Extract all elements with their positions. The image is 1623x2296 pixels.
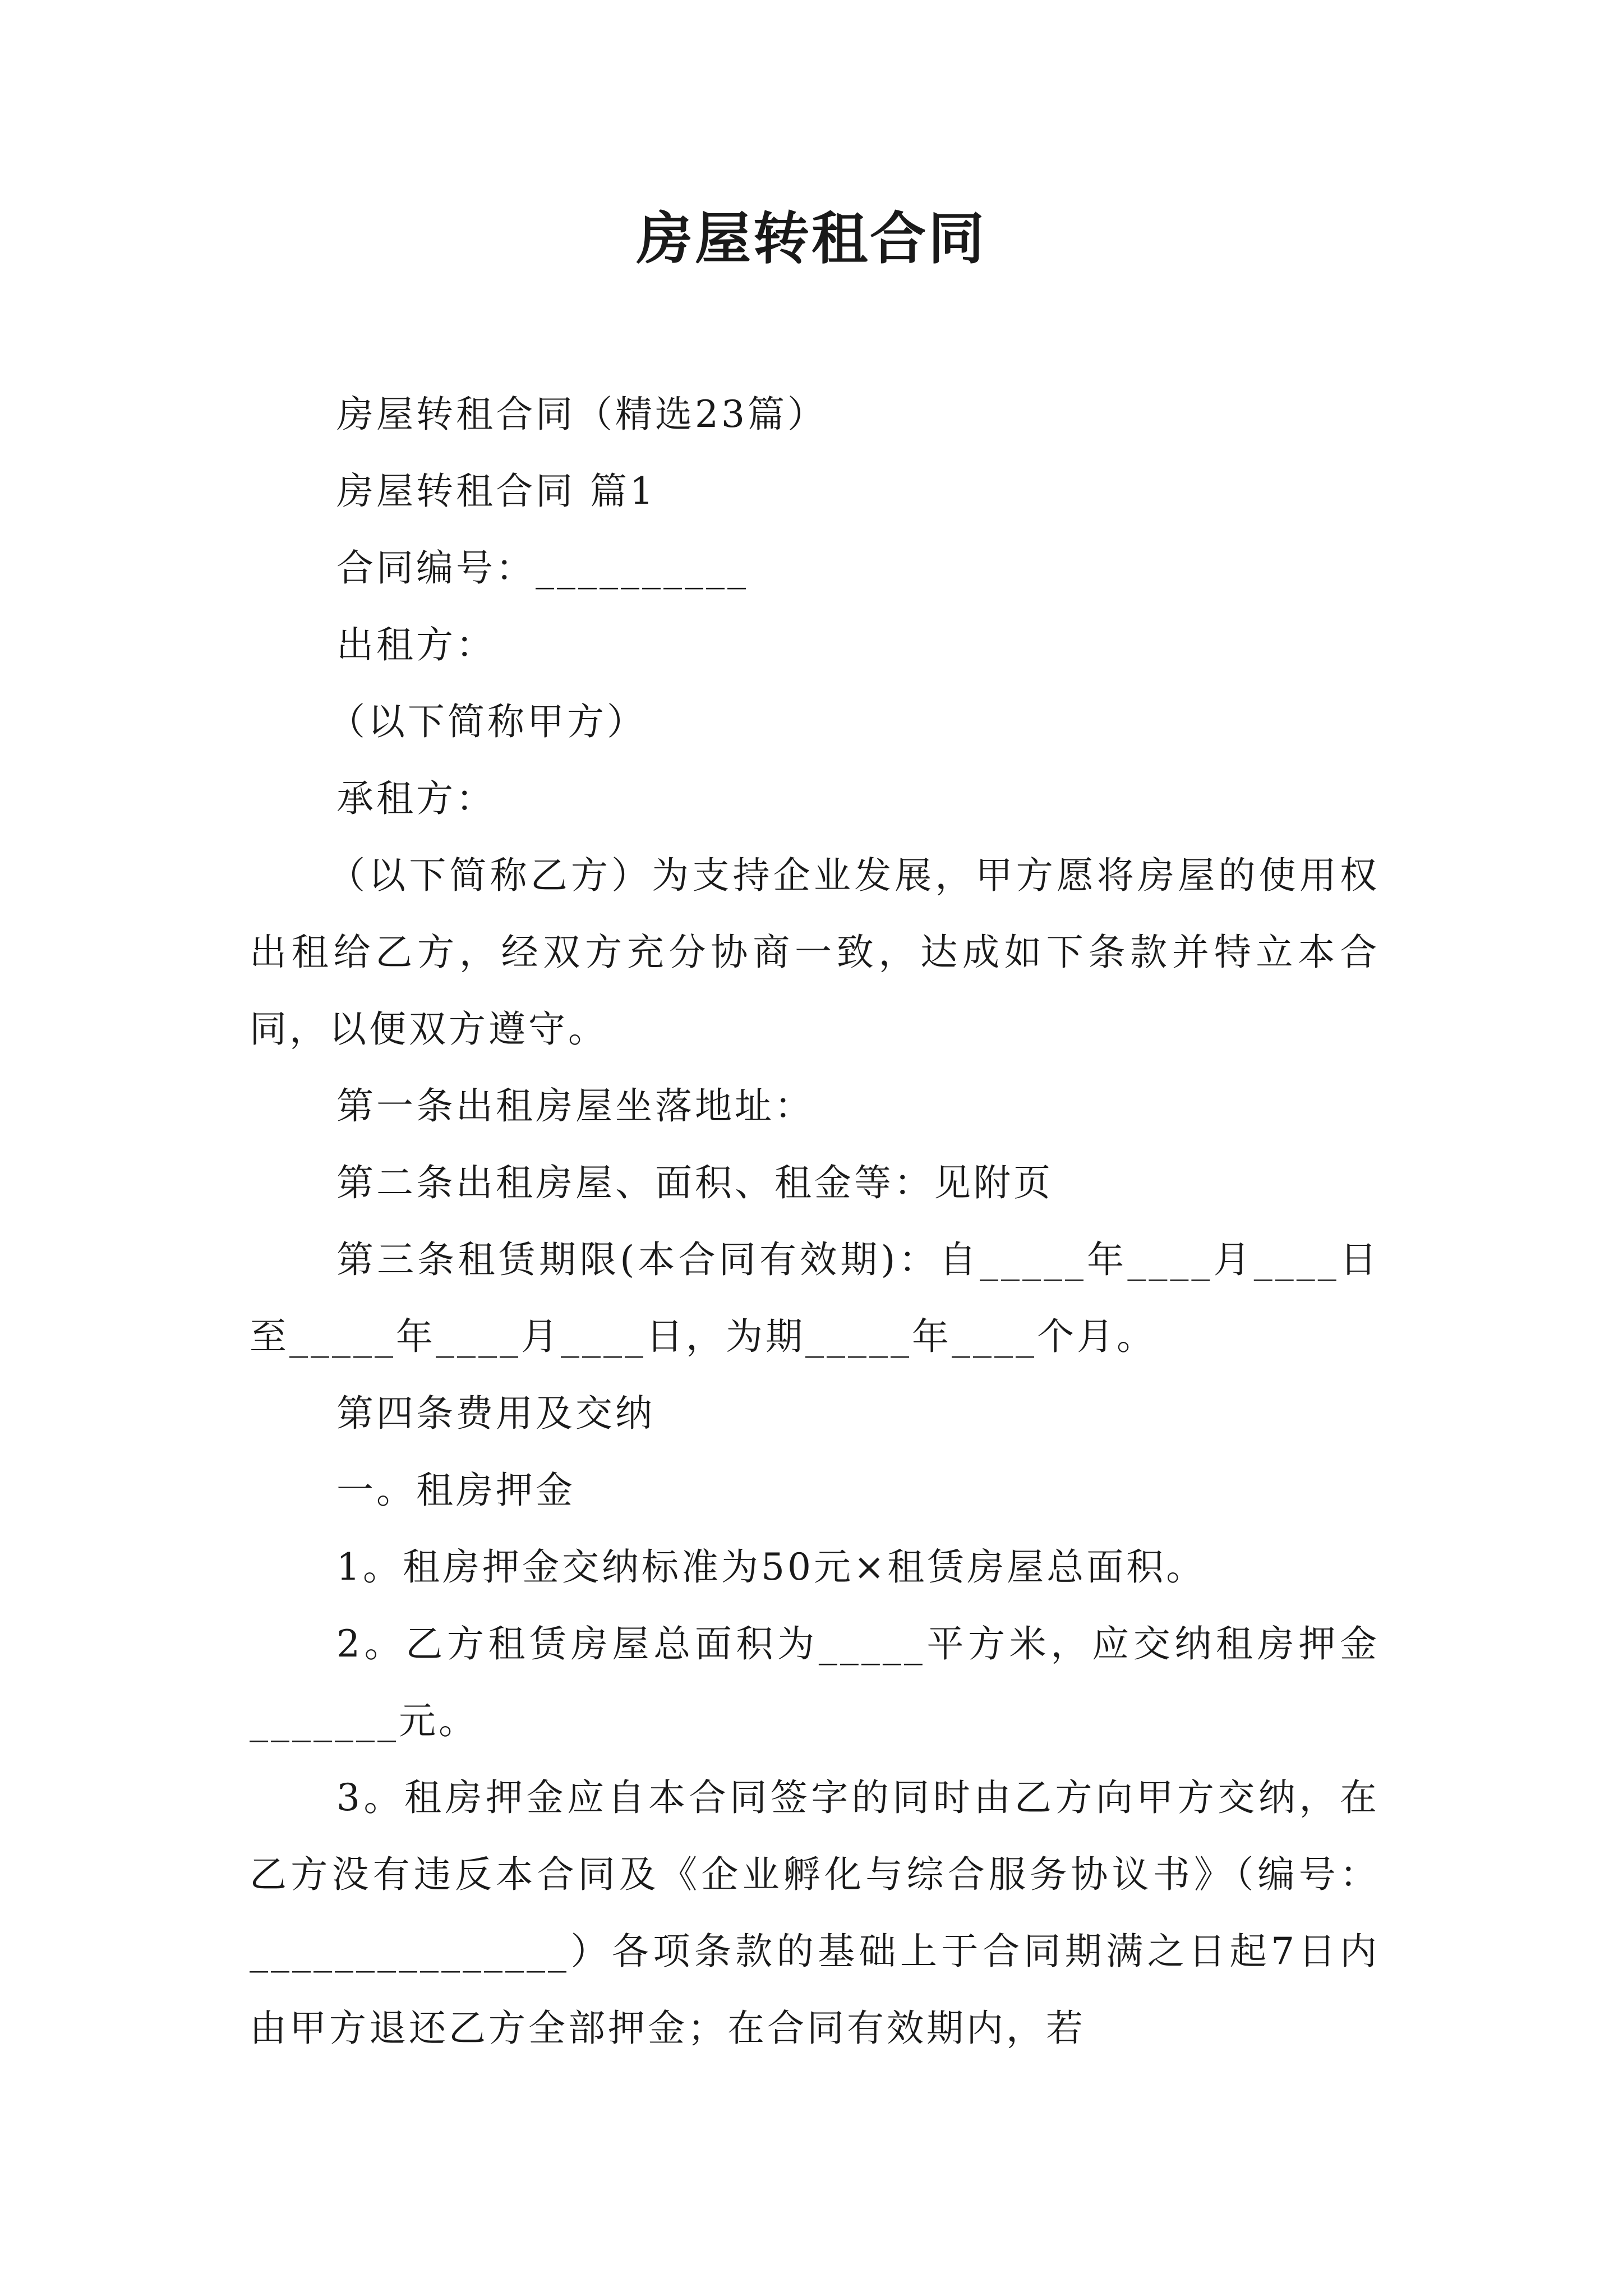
paragraph-contract-number: 合同编号：__________ <box>336 546 749 590</box>
paragraph-lessee: 承租方： <box>336 777 496 820</box>
paragraph-article-1: 第一条出租房屋坐落地址： <box>336 1084 814 1128</box>
paragraph-deposit-heading: 一。租房押金 <box>336 1469 575 1512</box>
document-body <box>250 376 1380 2067</box>
document-title: 房屋转租合同 <box>637 205 986 272</box>
paragraph-subtitle: 房屋转租合同（精选23篇） <box>336 393 827 436</box>
paragraph-section-heading: 房屋转租合同 篇1 <box>336 470 656 513</box>
paragraph-deposit-item-2: 2。乙方租赁房屋总面积为_____平方米，应交纳租房押金_______元。 <box>250 1622 1380 1742</box>
paragraph-deposit-item-3: 3。租房押金应自本合同签字的同时由乙方向甲方交纳，在乙方没有违反本合同及《企业孵化与综合服务协议书》（编号：_______________）各项条款的基础上于合同期满之日起7日内由甲方退还乙方全部押金；在合同有效期内，若 <box>250 1776 1380 2050</box>
paragraph-preamble: （以下简称乙方）为支持企业发展，甲方愿将房屋的使用权出租给乙方，经双方充分协商一致，达成如下条款并特立本合同，以便双方遵守。 <box>250 854 1380 1051</box>
paragraph-deposit-item-1: 1。租房押金交纳标准为50元×租赁房屋总面积。 <box>336 1545 1206 1589</box>
paragraph-lessor: 出租方： <box>336 623 496 666</box>
paragraph-article-4: 第四条费用及交纳 <box>336 1392 655 1435</box>
paragraph-article-3: 第三条租赁期限(本合同有效期)：自_____年____月____日至_____年____月____日，为期_____年____个月。 <box>250 1238 1380 1358</box>
paragraph-article-2: 第二条出租房屋、面积、租金等：见附页 <box>336 1161 1053 1204</box>
paragraph-lessor-abbrev: （以下简称甲方） <box>328 700 647 743</box>
